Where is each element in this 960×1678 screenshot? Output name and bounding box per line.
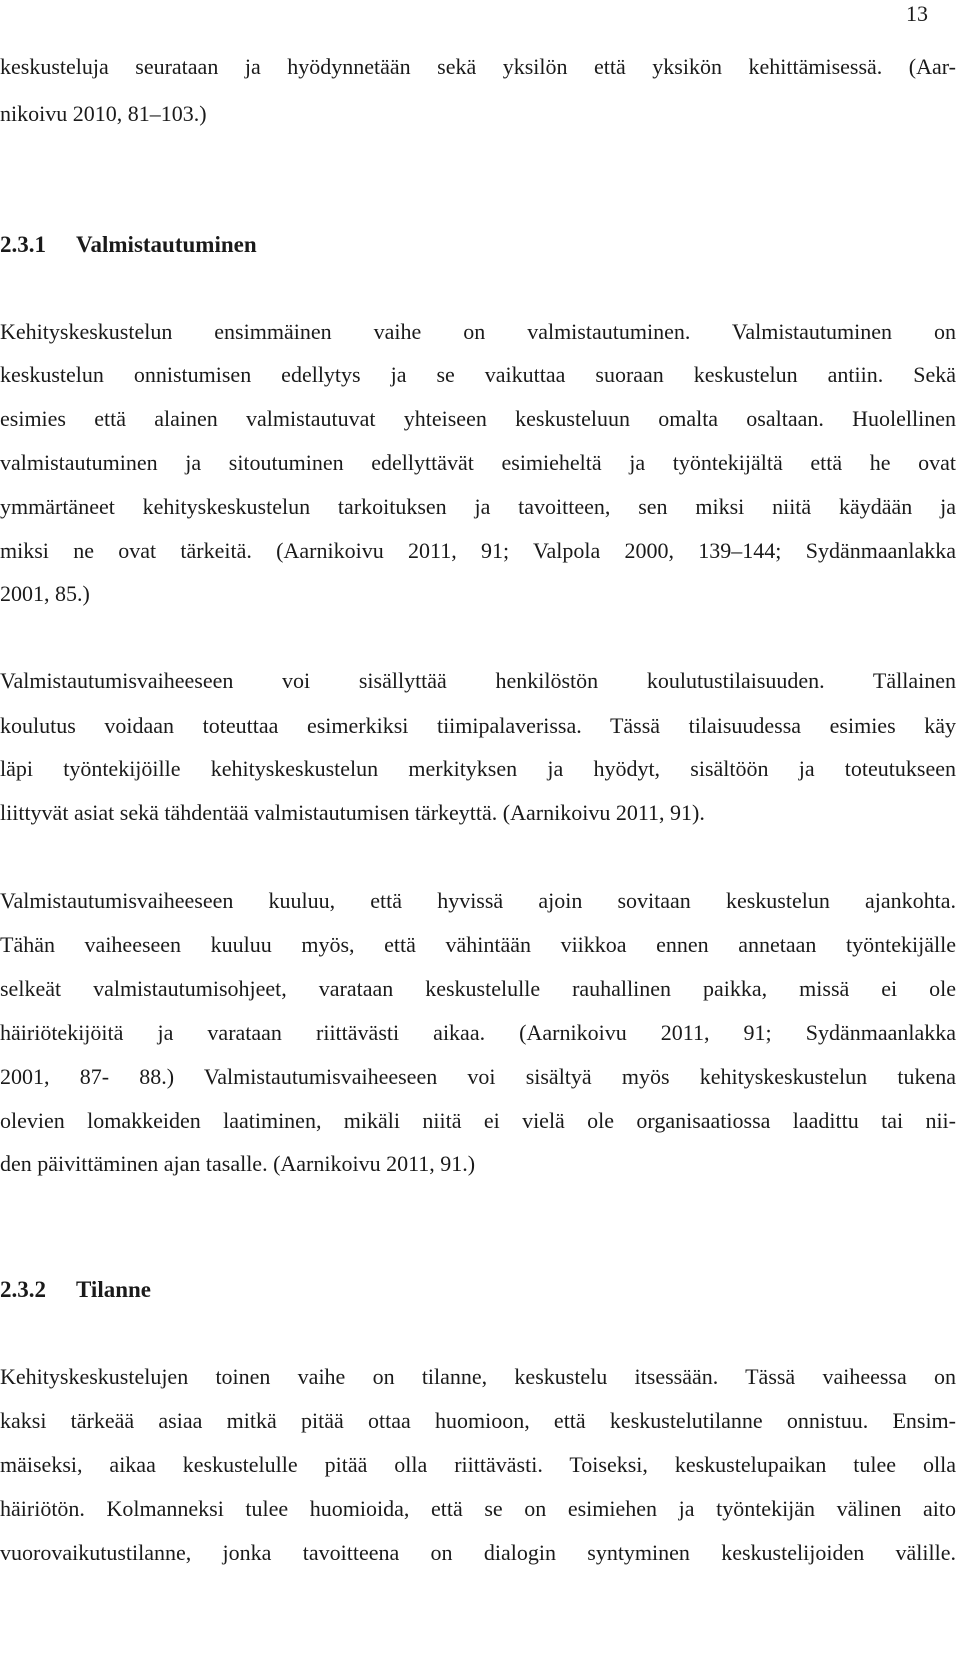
- text-line: esimies että alainen valmistautuvat yhteiseen keskusteluun omalta osaltaan. Huolellinen: [0, 406, 956, 431]
- text-line: nikoivu 2010, 81–103.): [0, 101, 207, 126]
- text-line: liittyvät asiat sekä tähdentää valmistautumisen tärkeyttä. (Aarnikoivu 2011, 91).: [0, 800, 705, 825]
- section-number: 2.3.2: [0, 1277, 46, 1302]
- page-number: 13: [906, 1, 928, 26]
- text-line: selkeät valmistautumisohjeet, varataan keskustelulle rauhallinen paikka, missä ei ole: [0, 976, 956, 1001]
- text-line: koulutus voidaan toteuttaa esimerkiksi tiimipalaverissa. Tässä tilaisuudessa esimies käy: [0, 713, 956, 738]
- text-line: miksi ne ovat tärkeitä. (Aarnikoivu 2011, 91; Valpola 2000, 139–144; Sydänmaanlakka: [0, 538, 956, 563]
- text-line: 2001, 85.): [0, 581, 90, 606]
- text-line: valmistautuminen ja sitoutuminen edellyttävät esimieheltä ja työntekijältä että he ovat: [0, 450, 956, 475]
- text-line: kaksi tärkeää asiaa mitkä pitää ottaa huomioon, että keskustelutilanne onnistuu. Ensim-: [0, 1408, 956, 1433]
- text-line: Valmistautumisvaiheeseen voi sisällyttää henkilöstön koulutustilaisuuden. Tällainen: [0, 668, 956, 693]
- text-line: olevien lomakkeiden laatiminen, mikäli niitä ei vielä ole organisaatiossa laadittu tai nii-: [0, 1108, 956, 1133]
- text-line: häiriötön. Kolmanneksi tulee huomioida, että se on esimiehen ja työntekijän välinen aito: [0, 1496, 956, 1521]
- text-line: Tähän vaiheeseen kuuluu myös, että vähintään viikkoa ennen annetaan työntekijälle: [0, 932, 956, 957]
- section-title: Tilanne: [76, 1277, 151, 1302]
- text-line: vuorovaikutustilanne, jonka tavoitteena on dialogin syntyminen keskustelijoiden välille.: [0, 1540, 956, 1565]
- text-line: keskustelun onnistumisen edellytys ja se vaikuttaa suoraan keskustelun antiin. Sekä: [0, 362, 956, 387]
- text-line: Kehityskeskustelujen toinen vaihe on tilanne, keskustelu itsessään. Tässä vaiheessa on: [0, 1364, 956, 1389]
- text-line: Kehityskeskustelun ensimmäinen vaihe on valmistautuminen. Valmistautuminen on: [0, 319, 956, 344]
- text-line: läpi työntekijöille kehityskeskustelun merkityksen ja hyödyt, sisältöön ja toteutukseen: [0, 756, 956, 781]
- text-line: ymmärtäneet kehityskeskustelun tarkoituksen ja tavoitteen, sen miksi niitä käydään ja: [0, 494, 956, 519]
- section-title: Valmistautuminen: [76, 232, 257, 257]
- section-heading-2-3-1: [0, 230, 257, 260]
- text-line: 2001, 87- 88.) Valmistautumisvaiheeseen voi sisältyä myös kehityskeskustelun tukena: [0, 1064, 956, 1089]
- text-line: mäiseksi, aikaa keskustelulle pitää olla riittävästi. Toiseksi, keskustelupaikan tulee olla: [0, 1452, 956, 1477]
- section-number: 2.3.1: [0, 232, 46, 257]
- text-line: häiriötekijöitä ja varataan riittävästi aikaa. (Aarnikoivu 2011, 91; Sydänmaanlakka: [0, 1020, 956, 1045]
- text-line: Valmistautumisvaiheeseen kuuluu, että hyvissä ajoin sovitaan keskustelun ajankohta.: [0, 888, 956, 913]
- text-line: keskusteluja seurataan ja hyödynnetään sekä yksilön että yksikön kehittämisessä. (Aar-: [0, 54, 956, 79]
- section-heading-2-3-2: [0, 1275, 151, 1305]
- text-line: den päivittäminen ajan tasalle. (Aarnikoivu 2011, 91.): [0, 1151, 476, 1176]
